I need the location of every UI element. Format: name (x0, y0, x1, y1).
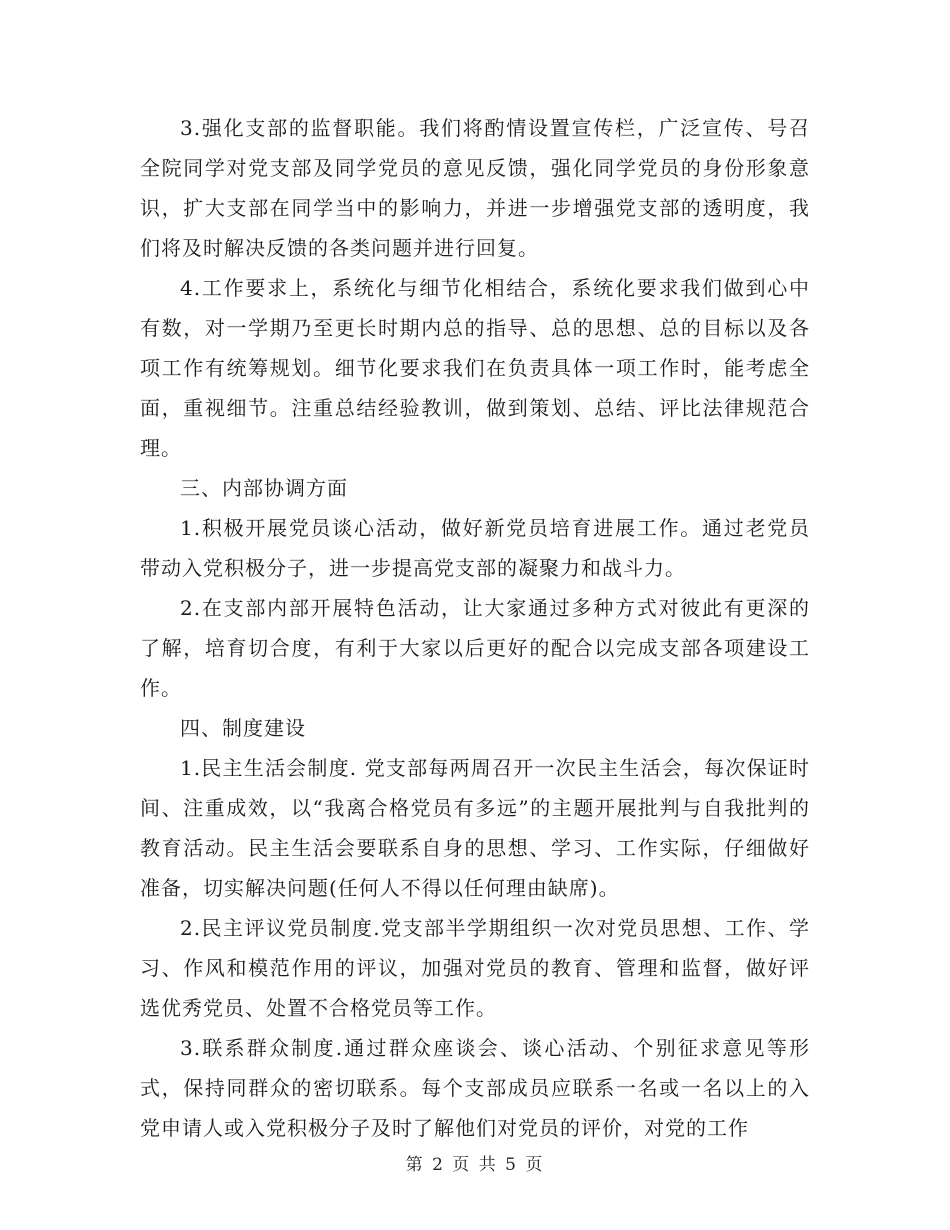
paragraph-democratic-life-meeting: 1.民主生活会制度. 党支部每两周召开一次民主生活会，每次保证时间、注重成效，以“我离合格党员有多远”的主题开展批判与自我批判的教育活动。民主生活会要联系自身的思想、学习、工作实际，仔细做好准备，切实解决问题(任何人不得以任何理由缺席)。 (140, 756, 810, 900)
document-body (140, 108, 810, 1148)
page-number-footer: 第 2 页 共 5 页 (405, 1155, 545, 1175)
paragraph-heart-to-heart: 1.积极开展党员谈心活动，做好新党员培育进展工作。通过老党员带动入党积极分子，进一步提高党支部的凝聚力和战斗力。 (140, 516, 810, 580)
paragraph-democratic-evaluation: 2.民主评议党员制度.党支部半学期组织一次对党员思想、工作、学习、作风和模范作用的评议，加强对党员的教育、管理和监督，做好评选优秀党员、处置不合格党员等工作。 (140, 916, 810, 1020)
section-heading-system-building: 四、制度建设 (180, 716, 306, 740)
paragraph-supervision: 3.强化支部的监督职能。我们将酌情设置宣传栏，广泛宣传、号召全院同学对党支部及同学党员的意见反馈，强化同学党员的身份形象意识，扩大支部在同学当中的影响力，并进一步增强党支部的透明度，我们将及时解决反馈的各类问题并进行回复。 (140, 116, 810, 260)
section-heading-internal-coordination: 三、内部协调方面 (180, 476, 348, 500)
paragraph-mass-contact: 3.联系群众制度.通过群众座谈会、谈心活动、个别征求意见等形式，保持同群众的密切联系。每个支部成员应联系一名或一名以上的入党申请人或入党积极分子及时了解他们对党员的评价，对党的工作 (140, 1036, 810, 1140)
paragraph-special-activities: 2.在支部内部开展特色活动，让大家通过多种方式对彼此有更深的了解，培育切合度，有利于大家以后更好的配合以完成支部各项建设工作。 (140, 596, 810, 700)
paragraph-work-requirements: 4.工作要求上，系统化与细节化相结合，系统化要求我们做到心中有数，对一学期乃至更长时期内总的指导、总的思想、总的目标以及各项工作有统筹规划。细节化要求我们在负责具体一项工作时，能考虑全面，重视细节。注重总结经验教训，做到策划、总结、评比法律规范合理。 (140, 276, 810, 460)
